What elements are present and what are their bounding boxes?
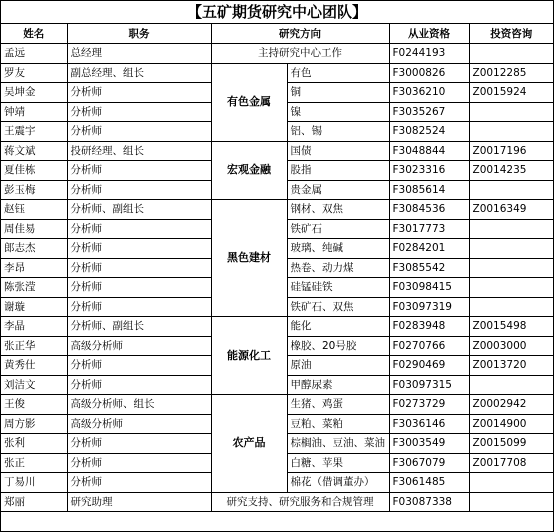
header-role: 职务 <box>67 24 211 44</box>
cell-name: 夏佳栋 <box>1 161 67 181</box>
cell-cert: F0270766 <box>389 336 469 356</box>
cell-cert: F03098415 <box>389 278 469 298</box>
cell-role: 分析师 <box>67 122 211 142</box>
cell-direction: 有色 <box>287 63 389 83</box>
cell-direction: 铝、锡 <box>287 122 389 142</box>
cell-role: 分析师 <box>67 453 211 473</box>
cell-direction: 钢材、双焦 <box>287 200 389 220</box>
cell-direction: 棕榈油、豆油、菜油 <box>287 434 389 454</box>
cell-role: 分析师 <box>67 297 211 317</box>
cell-advisory: Z0017708 <box>469 453 553 473</box>
cell-name: 黄秀仕 <box>1 356 67 376</box>
header-name: 姓名 <box>1 24 67 44</box>
cell-name: 钟靖 <box>1 102 67 122</box>
cell-cert: F3082524 <box>389 122 469 142</box>
cell-role: 分析师 <box>67 180 211 200</box>
cell-advisory: Z0016349 <box>469 200 553 220</box>
table-row <box>1 317 553 337</box>
group-label-nonferrous: 有色金属 <box>211 63 287 141</box>
cell-direction: 棉花（借调董办） <box>287 473 389 493</box>
cell-direction: 硅锰硅铁 <box>287 278 389 298</box>
cell-advisory: Z0015099 <box>469 434 553 454</box>
cell-advisory: Z0017196 <box>469 141 553 161</box>
cell-cert: F3085542 <box>389 258 469 278</box>
cell-direction: 主持研究中心工作 <box>211 44 389 64</box>
cell-direction: 橡胶、20号胶 <box>287 336 389 356</box>
cell-role: 分析师 <box>67 219 211 239</box>
cell-role: 分析师 <box>67 258 211 278</box>
cell-role: 高级分析师 <box>67 336 211 356</box>
table-header-row <box>1 24 553 44</box>
cell-direction: 铁矿石、双焦 <box>287 297 389 317</box>
cell-advisory <box>469 219 553 239</box>
cell-cert: F0244193 <box>389 44 469 64</box>
cell-advisory <box>469 297 553 317</box>
cell-cert: F0290469 <box>389 356 469 376</box>
cell-direction: 白糖、苹果 <box>287 453 389 473</box>
cell-advisory <box>469 102 553 122</box>
cell-cert: F0273729 <box>389 395 469 415</box>
cell-name: 周佳易 <box>1 219 67 239</box>
cell-direction: 铜 <box>287 83 389 103</box>
cell-direction: 研究支持、研究服务和合规管理 <box>211 492 389 512</box>
cell-name: 周方影 <box>1 414 67 434</box>
cell-direction: 国债 <box>287 141 389 161</box>
cell-advisory <box>469 375 553 395</box>
cell-role: 分析师 <box>67 161 211 181</box>
cell-advisory: Z0002942 <box>469 395 553 415</box>
cell-role: 分析师 <box>67 239 211 259</box>
cell-name: 王俊 <box>1 395 67 415</box>
cell-role: 研究助理 <box>67 492 211 512</box>
table-row <box>1 395 553 415</box>
cell-cert: F3036210 <box>389 83 469 103</box>
cell-name: 李昂 <box>1 258 67 278</box>
cell-role: 高级分析师、组长 <box>67 395 211 415</box>
team-table <box>1 24 553 512</box>
cell-cert: F3017773 <box>389 219 469 239</box>
cell-name: 蒋文斌 <box>1 141 67 161</box>
cell-direction: 贵金属 <box>287 180 389 200</box>
cell-direction: 甲醇尿素 <box>287 375 389 395</box>
cell-name: 郑丽 <box>1 492 67 512</box>
cell-role: 分析师 <box>67 83 211 103</box>
group-label-agriculture: 农产品 <box>211 395 287 493</box>
cell-name: 赵钰 <box>1 200 67 220</box>
group-label-energy-chem: 能源化工 <box>211 317 287 395</box>
cell-advisory <box>469 492 553 512</box>
cell-name: 吴坤金 <box>1 83 67 103</box>
cell-role: 分析师 <box>67 473 211 493</box>
cell-name: 李晶 <box>1 317 67 337</box>
cell-advisory: Z0014235 <box>469 161 553 181</box>
cell-direction: 股指 <box>287 161 389 181</box>
cell-cert: F3084536 <box>389 200 469 220</box>
cell-role: 分析师 <box>67 278 211 298</box>
group-label-macro-finance: 宏观金融 <box>211 141 287 200</box>
cell-advisory <box>469 44 553 64</box>
cell-cert: F3023316 <box>389 161 469 181</box>
cell-cert: F3048844 <box>389 141 469 161</box>
cell-role: 分析师、副组长 <box>67 317 211 337</box>
header-direction: 研究方向 <box>211 24 389 44</box>
cell-cert: F03097315 <box>389 375 469 395</box>
cell-cert: F3035267 <box>389 102 469 122</box>
cell-direction: 玻璃、纯碱 <box>287 239 389 259</box>
cell-role: 分析师 <box>67 356 211 376</box>
cell-role: 分析师 <box>67 102 211 122</box>
cell-cert: F3036146 <box>389 414 469 434</box>
cell-cert: F3061485 <box>389 473 469 493</box>
cell-advisory: Z0015924 <box>469 83 553 103</box>
cell-advisory: Z0012285 <box>469 63 553 83</box>
cell-advisory <box>469 122 553 142</box>
cell-direction: 镍 <box>287 102 389 122</box>
cell-name: 陈张滢 <box>1 278 67 298</box>
cell-role: 分析师 <box>67 434 211 454</box>
table-row <box>1 492 553 512</box>
header-cert: 从业资格 <box>389 24 469 44</box>
cell-direction: 铁矿石 <box>287 219 389 239</box>
cell-role: 高级分析师 <box>67 414 211 434</box>
cell-name: 丁易川 <box>1 473 67 493</box>
cell-cert: F3067079 <box>389 453 469 473</box>
table-row <box>1 63 553 83</box>
cell-advisory <box>469 239 553 259</box>
cell-role: 总经理 <box>67 44 211 64</box>
header-advisory: 投资咨询 <box>469 24 553 44</box>
cell-cert: F3000826 <box>389 63 469 83</box>
cell-name: 郎志杰 <box>1 239 67 259</box>
cell-cert: F0284201 <box>389 239 469 259</box>
cell-direction: 热卷、动力煤 <box>287 258 389 278</box>
cell-name: 彭玉梅 <box>1 180 67 200</box>
cell-role: 副总经理、组长 <box>67 63 211 83</box>
cell-cert: F0283948 <box>389 317 469 337</box>
cell-name: 谢璇 <box>1 297 67 317</box>
cell-direction: 豆粕、菜粕 <box>287 414 389 434</box>
cell-name: 罗友 <box>1 63 67 83</box>
cell-name: 张正 <box>1 453 67 473</box>
cell-direction: 能化 <box>287 317 389 337</box>
group-label-ferrous: 黑色建材 <box>211 200 287 317</box>
cell-name: 张利 <box>1 434 67 454</box>
table-row <box>1 44 553 64</box>
table-row <box>1 200 553 220</box>
cell-name: 张正华 <box>1 336 67 356</box>
cell-name: 刘洁文 <box>1 375 67 395</box>
cell-name: 王震宇 <box>1 122 67 142</box>
cell-cert: F3085614 <box>389 180 469 200</box>
cell-advisory <box>469 258 553 278</box>
cell-advisory: Z0003000 <box>469 336 553 356</box>
cell-direction: 生猪、鸡蛋 <box>287 395 389 415</box>
cell-advisory <box>469 473 553 493</box>
cell-advisory <box>469 278 553 298</box>
cell-cert: F3003549 <box>389 434 469 454</box>
cell-direction: 原油 <box>287 356 389 376</box>
cell-cert: F03097319 <box>389 297 469 317</box>
document-title: 【五矿期货研究中心团队】 <box>1 1 553 24</box>
cell-advisory: Z0014900 <box>469 414 553 434</box>
cell-advisory <box>469 180 553 200</box>
cell-role: 投研经理、组长 <box>67 141 211 161</box>
table-row <box>1 141 553 161</box>
cell-cert: F03087338 <box>389 492 469 512</box>
cell-role: 分析师、副组长 <box>67 200 211 220</box>
cell-advisory: Z0013720 <box>469 356 553 376</box>
cell-name: 孟远 <box>1 44 67 64</box>
cell-role: 分析师 <box>67 375 211 395</box>
cell-advisory: Z0015498 <box>469 317 553 337</box>
